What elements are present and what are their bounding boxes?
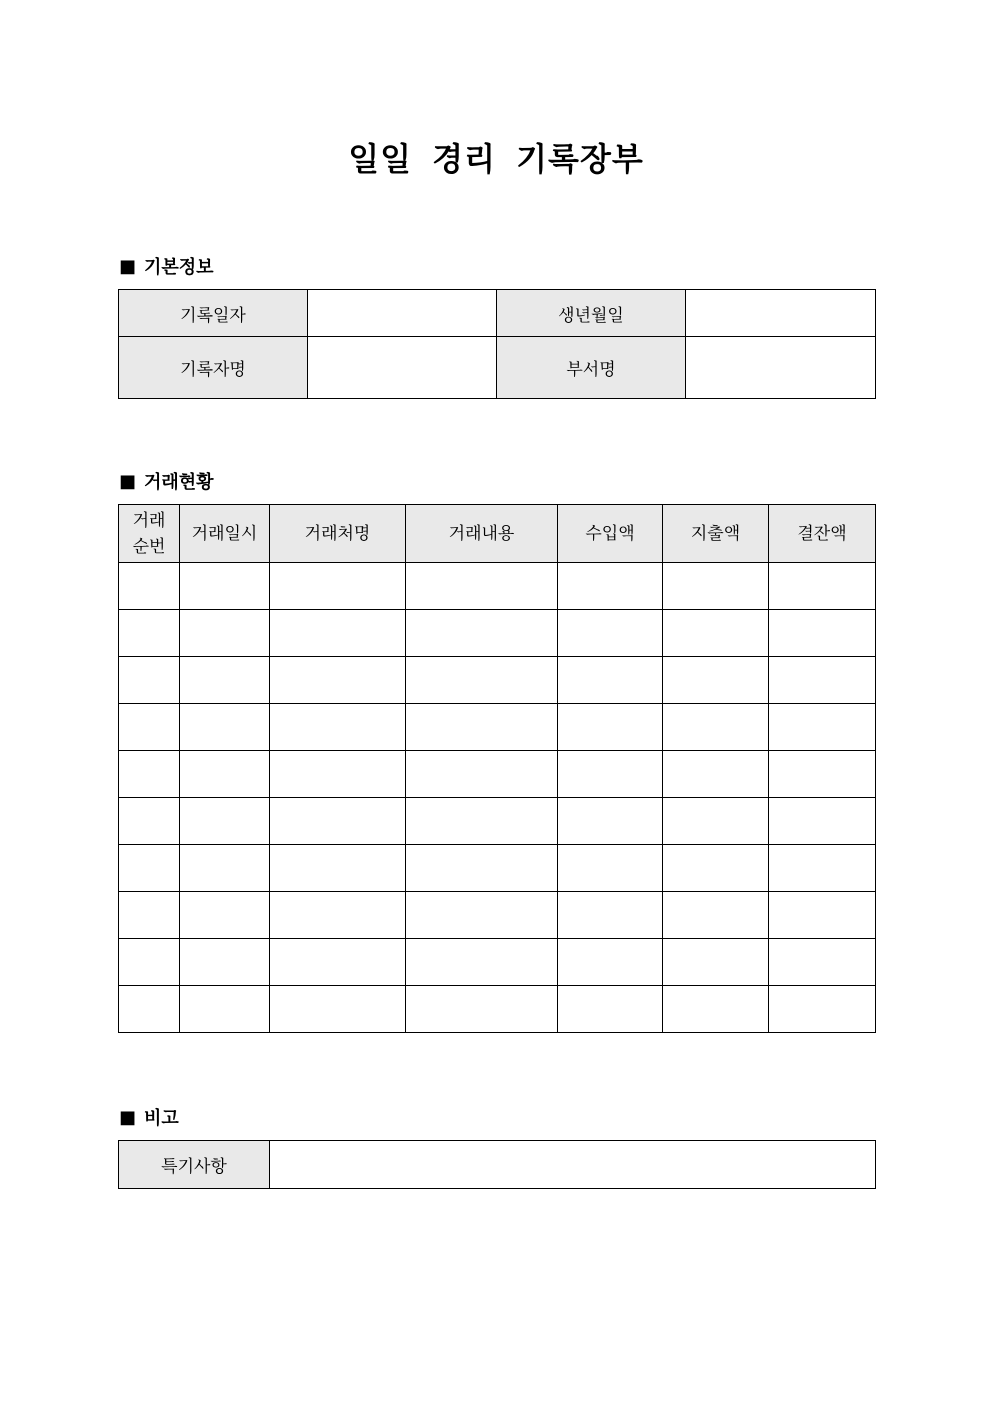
cell-balance[interactable] <box>769 986 876 1033</box>
cell-datetime[interactable] <box>180 563 270 610</box>
table-row <box>119 845 876 892</box>
cell-datetime[interactable] <box>180 798 270 845</box>
cell-datetime[interactable] <box>180 939 270 986</box>
field-recorder-name[interactable] <box>308 337 497 399</box>
cell-description[interactable] <box>406 751 558 798</box>
label-birth-date: 생년월일 <box>497 290 686 337</box>
section-heading-transactions <box>119 468 214 494</box>
square-bullet-icon: ■ <box>119 1106 137 1128</box>
table-row <box>119 704 876 751</box>
cell-description[interactable] <box>406 845 558 892</box>
cell-income[interactable] <box>558 845 663 892</box>
cell-counterparty[interactable] <box>270 939 406 986</box>
table-row <box>119 751 876 798</box>
label-record-date: 기록일자 <box>119 290 308 337</box>
cell-balance[interactable] <box>769 657 876 704</box>
cell-description[interactable] <box>406 986 558 1033</box>
label-recorder-name: 기록자명 <box>119 337 308 399</box>
table-row <box>119 610 876 657</box>
cell-balance[interactable] <box>769 563 876 610</box>
table-row <box>119 892 876 939</box>
transactions-table <box>118 504 876 1033</box>
cell-datetime[interactable] <box>180 845 270 892</box>
cell-income[interactable] <box>558 704 663 751</box>
cell-datetime[interactable] <box>180 986 270 1033</box>
cell-seq[interactable] <box>119 610 180 657</box>
cell-expense[interactable] <box>663 892 769 939</box>
cell-datetime[interactable] <box>180 704 270 751</box>
section-heading-basic-info <box>119 253 214 279</box>
cell-expense[interactable] <box>663 657 769 704</box>
column-header-seq-line2: 순번 <box>132 536 166 557</box>
page-title: 일일 경리 기록장부 <box>348 140 644 178</box>
table-row <box>119 939 876 986</box>
cell-income[interactable] <box>558 563 663 610</box>
cell-balance[interactable] <box>769 610 876 657</box>
cell-datetime[interactable] <box>180 610 270 657</box>
cell-expense[interactable] <box>663 939 769 986</box>
cell-expense[interactable] <box>663 798 769 845</box>
cell-expense[interactable] <box>663 751 769 798</box>
cell-seq[interactable] <box>119 798 180 845</box>
cell-balance[interactable] <box>769 939 876 986</box>
cell-income[interactable] <box>558 939 663 986</box>
cell-income[interactable] <box>558 892 663 939</box>
cell-datetime[interactable] <box>180 751 270 798</box>
cell-counterparty[interactable] <box>270 892 406 939</box>
cell-counterparty[interactable] <box>270 798 406 845</box>
field-birth-date[interactable] <box>686 290 876 337</box>
cell-description[interactable] <box>406 892 558 939</box>
section-heading-label: 기본정보 <box>144 257 214 278</box>
label-special-notes: 특기사항 <box>119 1141 270 1189</box>
section-heading-label: 비고 <box>144 1108 179 1129</box>
cell-expense[interactable] <box>663 704 769 751</box>
cell-income[interactable] <box>558 751 663 798</box>
square-bullet-icon: ■ <box>119 255 137 277</box>
column-header-description: 거래내용 <box>406 505 558 563</box>
cell-datetime[interactable] <box>180 657 270 704</box>
cell-seq[interactable] <box>119 892 180 939</box>
column-header-income: 수입액 <box>558 505 663 563</box>
table-row <box>119 563 876 610</box>
field-department[interactable] <box>686 337 876 399</box>
section-heading-label: 거래현황 <box>144 472 214 493</box>
remarks-table <box>118 1140 876 1189</box>
cell-income[interactable] <box>558 610 663 657</box>
cell-description[interactable] <box>406 610 558 657</box>
cell-expense[interactable] <box>663 845 769 892</box>
column-header-balance: 결잔액 <box>769 505 876 563</box>
cell-description[interactable] <box>406 563 558 610</box>
cell-seq[interactable] <box>119 704 180 751</box>
column-header-expense: 지출액 <box>663 505 769 563</box>
cell-expense[interactable] <box>663 986 769 1033</box>
cell-description[interactable] <box>406 704 558 751</box>
cell-balance[interactable] <box>769 845 876 892</box>
table-row <box>119 986 876 1033</box>
cell-expense[interactable] <box>663 610 769 657</box>
cell-income[interactable] <box>558 798 663 845</box>
cell-seq[interactable] <box>119 563 180 610</box>
cell-description[interactable] <box>406 657 558 704</box>
cell-counterparty[interactable] <box>270 610 406 657</box>
cell-counterparty[interactable] <box>270 704 406 751</box>
cell-counterparty[interactable] <box>270 563 406 610</box>
cell-seq[interactable] <box>119 845 180 892</box>
column-header-seq-line1: 거래 <box>132 510 166 531</box>
cell-description[interactable] <box>406 798 558 845</box>
cell-counterparty[interactable] <box>270 986 406 1033</box>
cell-balance[interactable] <box>769 892 876 939</box>
cell-seq[interactable] <box>119 657 180 704</box>
cell-balance[interactable] <box>769 704 876 751</box>
square-bullet-icon: ■ <box>119 470 137 492</box>
table-row <box>119 798 876 845</box>
column-header-datetime: 거래일시 <box>180 505 270 563</box>
cell-counterparty[interactable] <box>270 657 406 704</box>
cell-seq[interactable] <box>119 986 180 1033</box>
cell-balance[interactable] <box>769 798 876 845</box>
cell-description[interactable] <box>406 939 558 986</box>
cell-income[interactable] <box>558 986 663 1033</box>
field-special-notes[interactable] <box>270 1141 876 1189</box>
transactions-body <box>119 563 876 1033</box>
cell-expense[interactable] <box>663 563 769 610</box>
cell-datetime[interactable] <box>180 892 270 939</box>
column-header-counterparty: 거래처명 <box>270 505 406 563</box>
cell-seq[interactable] <box>119 939 180 986</box>
column-header-seq <box>119 505 180 563</box>
section-heading-remarks <box>119 1104 179 1130</box>
table-row <box>119 657 876 704</box>
cell-seq[interactable] <box>119 751 180 798</box>
basic-info-table <box>118 289 876 399</box>
label-department: 부서명 <box>497 337 686 399</box>
field-record-date[interactable] <box>308 290 497 337</box>
cell-counterparty[interactable] <box>270 751 406 798</box>
cell-counterparty[interactable] <box>270 845 406 892</box>
cell-balance[interactable] <box>769 751 876 798</box>
cell-income[interactable] <box>558 657 663 704</box>
